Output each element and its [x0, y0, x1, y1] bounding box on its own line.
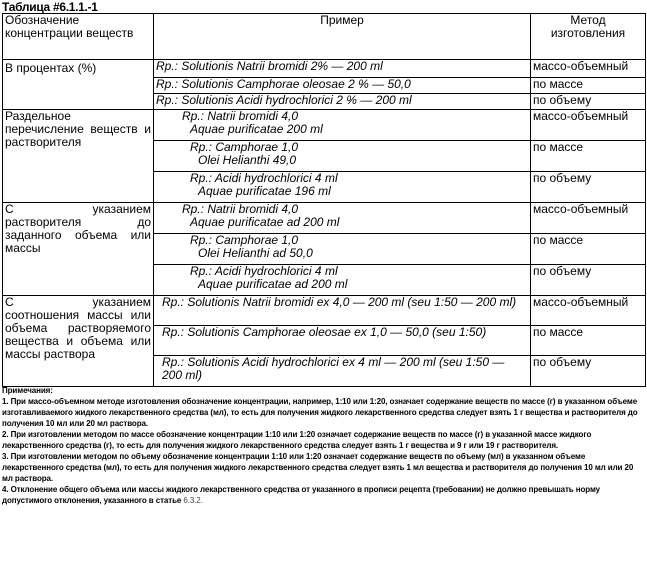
rx-line: Olei Helianthi ad 50,0 — [198, 246, 313, 260]
notes-section — [2, 385, 645, 506]
method-cell: по объему — [531, 172, 646, 203]
example-cell — [154, 265, 531, 296]
table-header-row — [3, 14, 646, 60]
rx-line: Rp.: Acidi hydrochlorici 4 ml — [190, 264, 338, 278]
table-row — [3, 110, 646, 141]
example-cell — [154, 203, 531, 234]
rx-line: Aquae purificatae 200 ml — [190, 122, 323, 136]
notes-title: Примечания: — [2, 386, 53, 395]
method-cell: по массе — [531, 234, 646, 265]
rx-line: Rp.: Camphorae 1,0 — [190, 233, 299, 247]
rx-line: Rp.: Solutionis Natrii bromidi 2% — 200 ml — [156, 59, 383, 73]
rx-line: Aquae purificatae ad 200 ml — [198, 277, 348, 291]
example-cell — [154, 296, 531, 326]
rx-line: Aquae purificatae ad 200 ml — [190, 215, 340, 229]
note-4-text: 4. Отклонение общего объема или массы жидкого лекарственного средства от указанного в прописи рецепта (требовании) не должно превышать норму допустимого отклонения, указанного в статье — [2, 485, 601, 505]
group-label: Раздельное перечисление веществ и растворителя — [3, 110, 154, 203]
rx-line: Rp.: Solutionis Acidi hydrochlorici 2 % — 200 ml — [156, 93, 412, 107]
rx-line: Rp.: Acidi hydrochlorici 4 ml — [190, 171, 338, 185]
example-cell — [154, 110, 531, 141]
example-cell — [154, 141, 531, 172]
rx-line: Rp.: Solutionis Camphorae oleosae 2 % — 50,0 — [156, 77, 411, 91]
header-example: Пример — [154, 14, 531, 60]
example-cell — [154, 234, 531, 265]
note-4 — [2, 484, 645, 506]
method-cell: по объему — [531, 94, 646, 110]
rx-line: Rp.: Camphorae 1,0 — [190, 140, 299, 154]
example-cell — [154, 356, 531, 387]
method-cell: массо-объемный — [531, 203, 646, 234]
rx-line: Rp.: Solutionis Acidi hydrochlorici ex 4 ml — 200 ml (seu 1:50 — 200 ml) — [162, 355, 505, 382]
header-designation: Обозначение концентрации веществ — [3, 14, 154, 60]
method-cell: по массе — [531, 78, 646, 94]
example-cell — [154, 172, 531, 203]
header-method: Метод изготовления — [531, 14, 646, 60]
concentration-table — [2, 13, 646, 387]
example-cell — [154, 78, 531, 94]
group-label: С указанием соотношения массы или объема растворяемого вещества и объема или массы раствора — [3, 296, 154, 387]
table-row — [3, 60, 646, 78]
method-cell: массо-объемный — [531, 110, 646, 141]
rx-line: Olei Helianthi 49,0 — [198, 153, 297, 167]
note-3: 3. При изготовлении методом по объему обозначение концентрации 1:10 или 1:20 означает содержание веществ по объему (мл) в указанном объеме лекарственного средства (мл), то есть для получения жидкого лекарственного средства следует взять 1 мл вещества и растворителя до получения 10 мл или 20 мл раствора. — [2, 452, 634, 483]
group-label: В процентах (%) — [3, 60, 154, 110]
table-row — [3, 203, 646, 234]
example-cell — [154, 94, 531, 110]
method-cell: массо-объемный — [531, 60, 646, 78]
rx-line: Rp.: Natrii bromidi 4,0 — [182, 202, 299, 216]
example-cell — [154, 326, 531, 356]
method-cell: по массе — [531, 141, 646, 172]
rx-line: Rp.: Natrii bromidi 4,0 — [182, 109, 299, 123]
group-label: С указанием растворителя до заданного объема или массы — [3, 203, 154, 296]
table-caption: Таблица #6.1.1.-1 — [2, 0, 98, 14]
method-cell: массо-объемный — [531, 296, 646, 326]
example-cell — [154, 60, 531, 78]
note-2: 2. При изготовлении методом по массе обозначение концентрации 1:10 или 1:20 означает содержание веществ по массе (г) в указанной массе жидкого лекарственного средства (г), то есть для получения жидкого лекарственного средства следует взять 1 г вещества и 9 г или 19 г растворителя. — [2, 430, 592, 450]
note-1: 1. При массо-объемном методе изготовления обозначение концентрации, например, 1:10 или 1:20, означает содержание веществ по массе (г) в указанном объеме изготавливаемого жидкого лекарственного средства (мл), то есть для получения жидкого лекарственного средства следует взять 1 г вещества и растворителя до получения 10 мл или 20 мл раствора. — [2, 397, 638, 428]
rx-line: Rp.: Solutionis Camphorae oleosae ex 1,0 — 50,0 (seu 1:50) — [162, 325, 487, 339]
rx-line: Rp.: Solutionis Natrii bromidi ex 4,0 — 200 ml (seu 1:50 — 200 ml) — [162, 295, 517, 309]
method-cell: по массе — [531, 326, 646, 356]
table-row — [3, 296, 646, 326]
rx-line: Aquae purificatae 196 ml — [198, 184, 331, 198]
method-cell: по объему — [531, 265, 646, 296]
article-reference: 6.3.2. — [183, 496, 203, 505]
method-cell: по объему — [531, 356, 646, 387]
